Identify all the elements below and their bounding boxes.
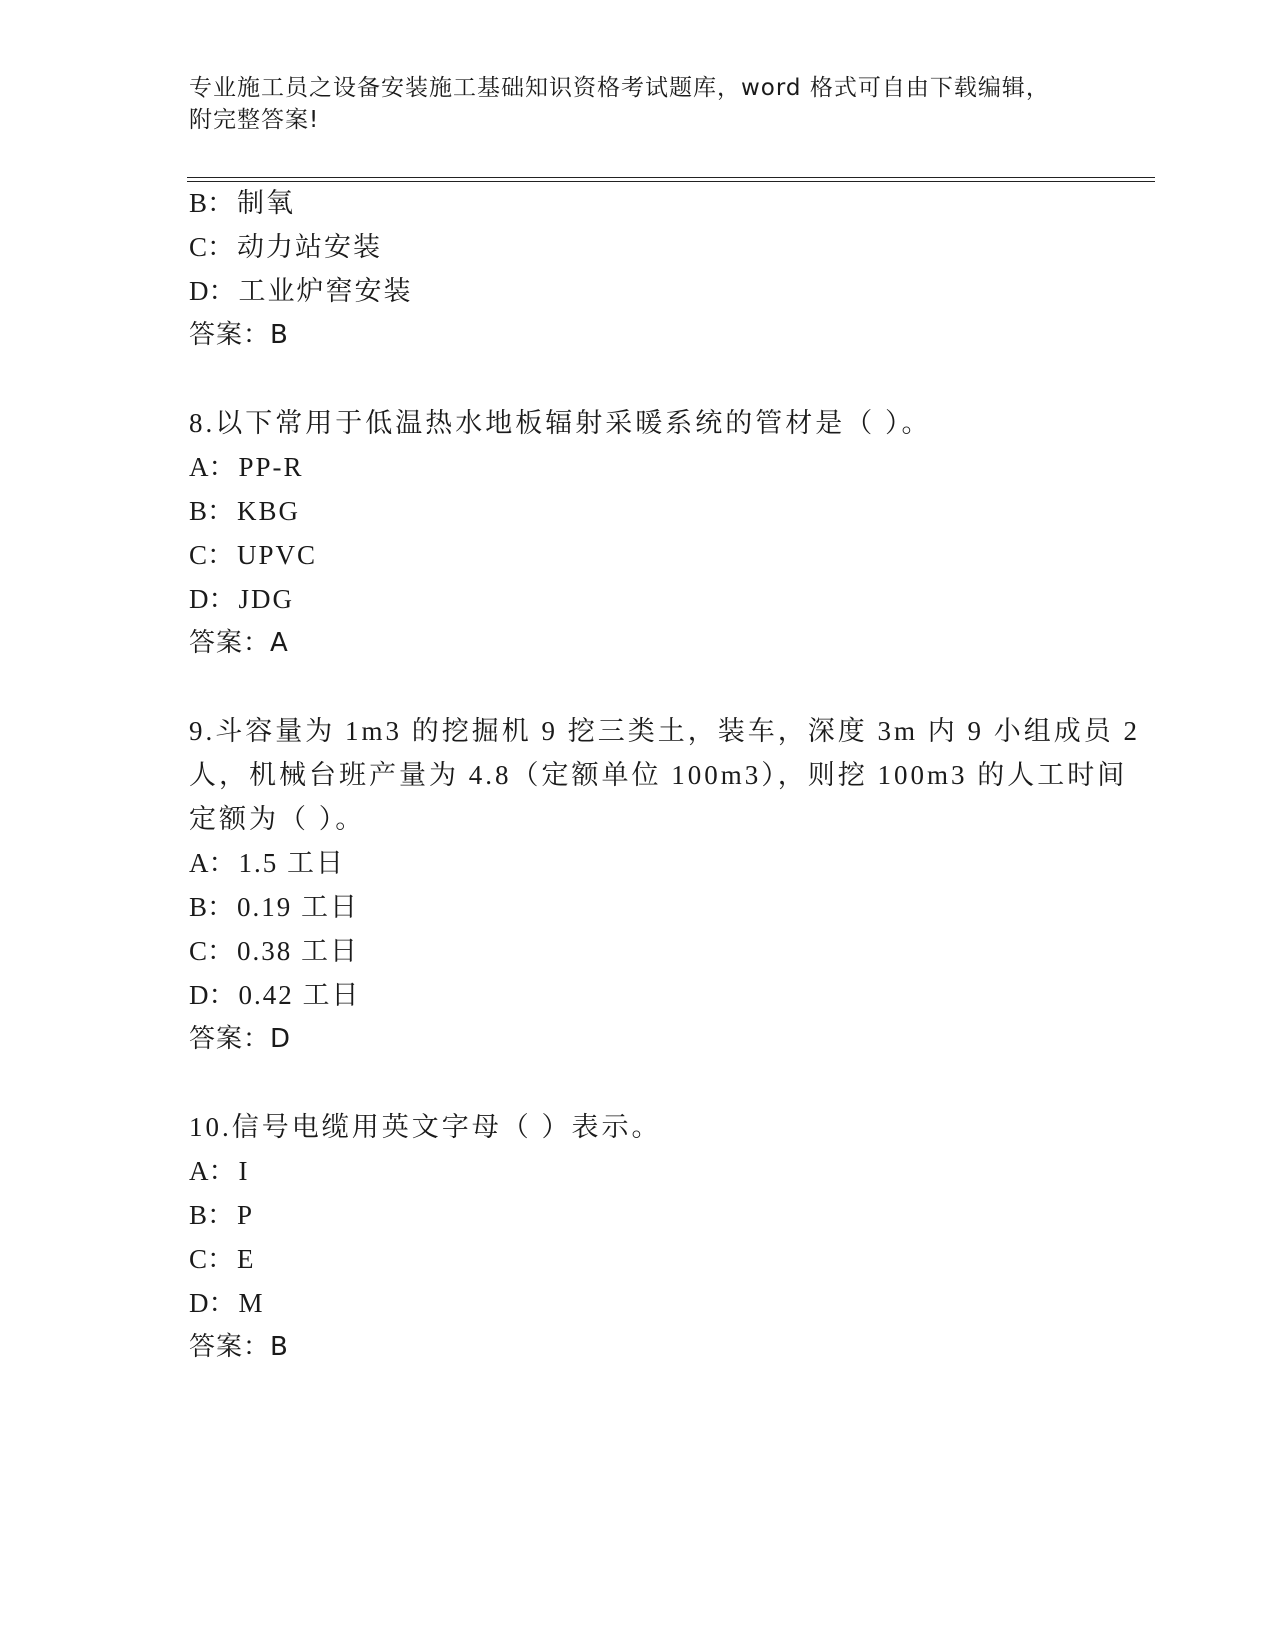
option-separator: ： [208,1288,238,1318]
answer-line: 答案：A [189,628,289,658]
option-letter: D [189,980,209,1010]
header-divider-top [187,177,1155,178]
option-separator: ： [208,980,238,1010]
option-text: M [238,1288,265,1318]
option-separator: ： [207,188,237,218]
option-letter: C [189,540,208,570]
option-separator: ： [207,540,237,570]
option-letter: A [189,848,209,878]
option-a [189,846,345,880]
option-text: E [237,1244,256,1274]
option-text: 制氧 [237,188,296,218]
question-9-text-line-1: 9.斗容量为 1m3 的挖掘机 9 挖三类土，装车，深度 3m 内 9 小组成员 2 [189,716,1141,746]
option-b [189,186,295,220]
header-line-2: 附完整答案! [189,107,320,133]
option-separator: ： [207,936,237,966]
option-b [189,890,359,924]
option-letter: C [189,936,208,966]
header-line-1: 专业施工员之设备安装施工基础知识资格考试题库，word 格式可自由下载编辑， [189,75,1050,101]
question-10-text: 10.信号电缆用英文字母（ ）表示。 [189,1112,662,1142]
option-text: 1.5 工日 [238,848,345,878]
document-header [189,72,1089,136]
option-separator: ： [208,276,238,306]
option-text: 工业炉窖安装 [238,276,413,306]
option-text: I [238,1156,250,1186]
option-text: JDG [238,584,295,614]
option-separator: ： [208,1156,238,1186]
option-text: PP-R [238,452,304,482]
option-text: 动力站安装 [237,232,383,262]
question-9-text-line-3: 定额为（ ）。 [189,804,366,834]
option-letter: C [189,232,208,262]
option-letter: B [189,1200,208,1230]
option-c [189,1242,256,1276]
option-separator: ： [208,452,238,482]
option-d [189,274,413,308]
question-9-text-line-2: 人，机械台班产量为 4.8（定额单位 100m3），则挖 100m3 的人工时间 [189,760,1128,790]
option-d [189,978,361,1012]
option-letter: D [189,276,209,306]
option-b [189,494,300,528]
option-separator: ： [207,892,237,922]
option-c [189,538,317,572]
option-text: 0.42 工日 [238,980,361,1010]
question-8-text: 8.以下常用于低温热水地板辐射采暖系统的管材是（ ）。 [189,408,932,438]
option-letter: C [189,1244,208,1274]
option-d [189,1286,265,1320]
option-text: 0.19 工日 [237,892,360,922]
option-text: UPVC [237,540,318,570]
option-letter: B [189,892,208,922]
answer-line: 答案：B [189,1332,289,1362]
header-divider-bottom [187,181,1155,182]
option-c [189,934,359,968]
answer-line: 答案：B [189,320,289,350]
option-separator: ： [208,584,238,614]
option-letter: A [189,1156,209,1186]
answer-line: 答案：D [189,1024,292,1054]
option-separator: ： [207,232,237,262]
option-separator: ： [207,1200,237,1230]
option-a [189,450,304,484]
option-letter: B [189,188,208,218]
option-letter: B [189,496,208,526]
option-text: P [237,1200,255,1230]
option-b [189,1198,254,1232]
option-d [189,582,294,616]
option-separator: ： [207,496,237,526]
option-a [189,1154,250,1188]
option-letter: D [189,584,209,614]
option-text: 0.38 工日 [237,936,360,966]
option-c [189,230,382,264]
option-letter: D [189,1288,209,1318]
option-separator: ： [207,1244,237,1274]
option-letter: A [189,452,209,482]
option-separator: ： [208,848,238,878]
option-text: KBG [237,496,301,526]
